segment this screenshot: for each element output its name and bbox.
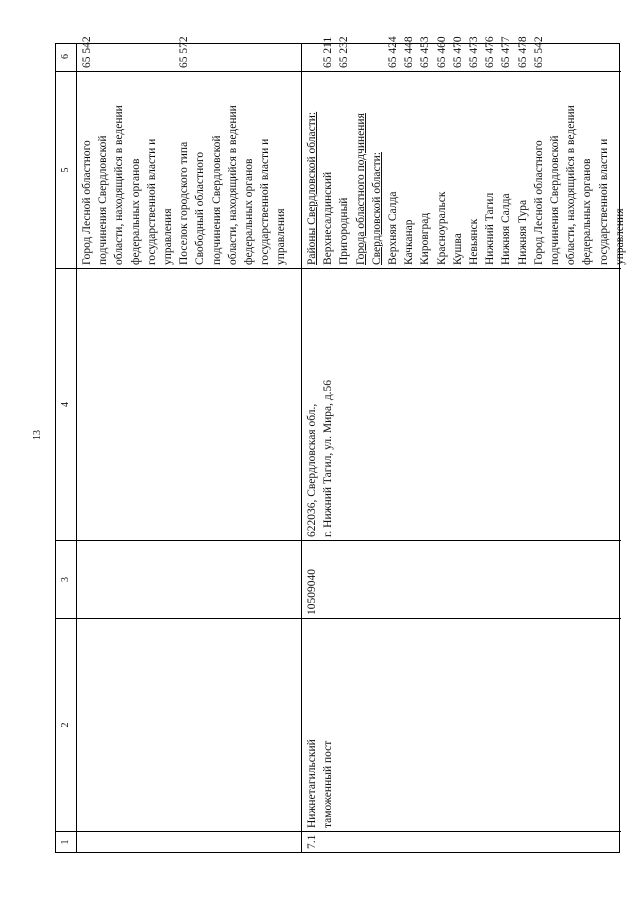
territory-line: Поселок городского типа [178, 141, 191, 265]
territory-line: федеральных органов [243, 158, 256, 265]
cell-okato [302, 36, 621, 72]
cell-name [77, 619, 301, 832]
territory-line: Невьянск [468, 218, 481, 265]
territory-line: Кировград [419, 212, 432, 265]
okato-code: 65 453 [419, 36, 432, 68]
cell-code [77, 541, 301, 619]
territory-line: подчинения Свердловской [549, 135, 562, 265]
spacer [160, 45, 176, 68]
territory-line: Кушва [451, 233, 464, 265]
spacer [353, 45, 369, 68]
territory-line: федеральных органов [129, 158, 142, 265]
territory-line: Красноуральск [435, 191, 448, 265]
okato-code: 65 572 [178, 36, 191, 68]
spacer [369, 45, 385, 68]
territory-line: Верхнесалдинский [322, 171, 335, 265]
territory-line: Города областного подчинения [354, 113, 367, 265]
spacer [128, 45, 144, 68]
header-col-5: 5 [56, 72, 76, 269]
territory-line: государственной власти и [597, 138, 610, 265]
territory-line: Свердловской области: [370, 152, 383, 265]
cell-address [302, 269, 621, 541]
customs-table [55, 36, 626, 853]
cell-code: 10509040 [302, 541, 621, 619]
rotated-page [55, 36, 626, 853]
okato-code: 65 478 [516, 36, 529, 68]
territory-line: Город Лесной областного [81, 140, 93, 265]
cell-name [302, 619, 621, 832]
header-col-4: 4 [56, 269, 76, 541]
cell-territories [77, 72, 301, 269]
territory-line: области, находящийся в ведении [565, 105, 578, 265]
territory-line: Пригородный [338, 197, 351, 265]
okato-code: 65 232 [338, 36, 351, 68]
okato-code: 65 476 [484, 36, 497, 68]
territory-line: области, находящийся в ведении [226, 105, 239, 265]
spacer [304, 45, 320, 68]
spacer [111, 45, 127, 68]
table-header-row [56, 44, 76, 852]
okato-code: 65 211 [322, 36, 335, 68]
territory-line: федеральных органов [581, 158, 594, 265]
territory-line: Свободный областного [194, 151, 207, 265]
territory-line: подчинения Свердловской [210, 135, 223, 265]
okato-code: 65 460 [435, 36, 448, 68]
territory-line: Верхняя Салда [387, 191, 400, 265]
address-line: г. Нижний Тагил, ул. Мира, д.56 [322, 379, 335, 537]
okato-code: 65 473 [467, 36, 480, 68]
okato-code: 65 448 [403, 36, 416, 68]
cell-address [77, 269, 301, 541]
territory-line: подчинения Свердловской [97, 135, 110, 265]
header-col-2: 2 [56, 619, 76, 832]
okato-code: 65 542 [532, 36, 545, 68]
territory-line: Районы Свердловской области: [306, 111, 318, 265]
post-name-line: Нижнетагильский [306, 739, 318, 828]
okato-code: 65 470 [451, 36, 464, 68]
territory-line: Нижняя Тура [516, 199, 529, 265]
post-name-line: таможенный пост [322, 740, 335, 828]
table-row-continued [76, 36, 301, 852]
territory-line: управления [275, 208, 288, 265]
header-col-3: 3 [56, 541, 76, 619]
cell-num: 7.1 [306, 834, 318, 849]
cell-num [77, 832, 301, 852]
territory-line: государственной власти и [145, 138, 158, 265]
cell-okato [77, 36, 301, 72]
territory-line: Нижний Тагил [484, 192, 497, 265]
header-col-6: 6 [56, 42, 76, 72]
okato-code: 65 477 [500, 36, 513, 68]
territory-line: управления [613, 208, 626, 265]
page-number: 13 [32, 430, 43, 440]
spacer [95, 45, 111, 68]
table-row-7-1 [301, 36, 626, 852]
territory-line: управления [162, 208, 175, 265]
okato-code: 65 424 [386, 36, 399, 68]
cell-territories [302, 72, 626, 269]
header-col-1: 1 [60, 839, 71, 845]
territory-line: государственной власти и [259, 138, 272, 265]
territory-line: Качканар [403, 219, 416, 265]
territory-line: Нижняя Салда [500, 193, 513, 265]
territory-line: области, находящийся в ведении [113, 105, 126, 265]
address-line: 622036, Свердловская обл., [306, 403, 318, 537]
territory-line: Город Лесной областного [532, 140, 545, 265]
spacer [144, 45, 160, 68]
okato-code: 65 542 [81, 36, 93, 68]
